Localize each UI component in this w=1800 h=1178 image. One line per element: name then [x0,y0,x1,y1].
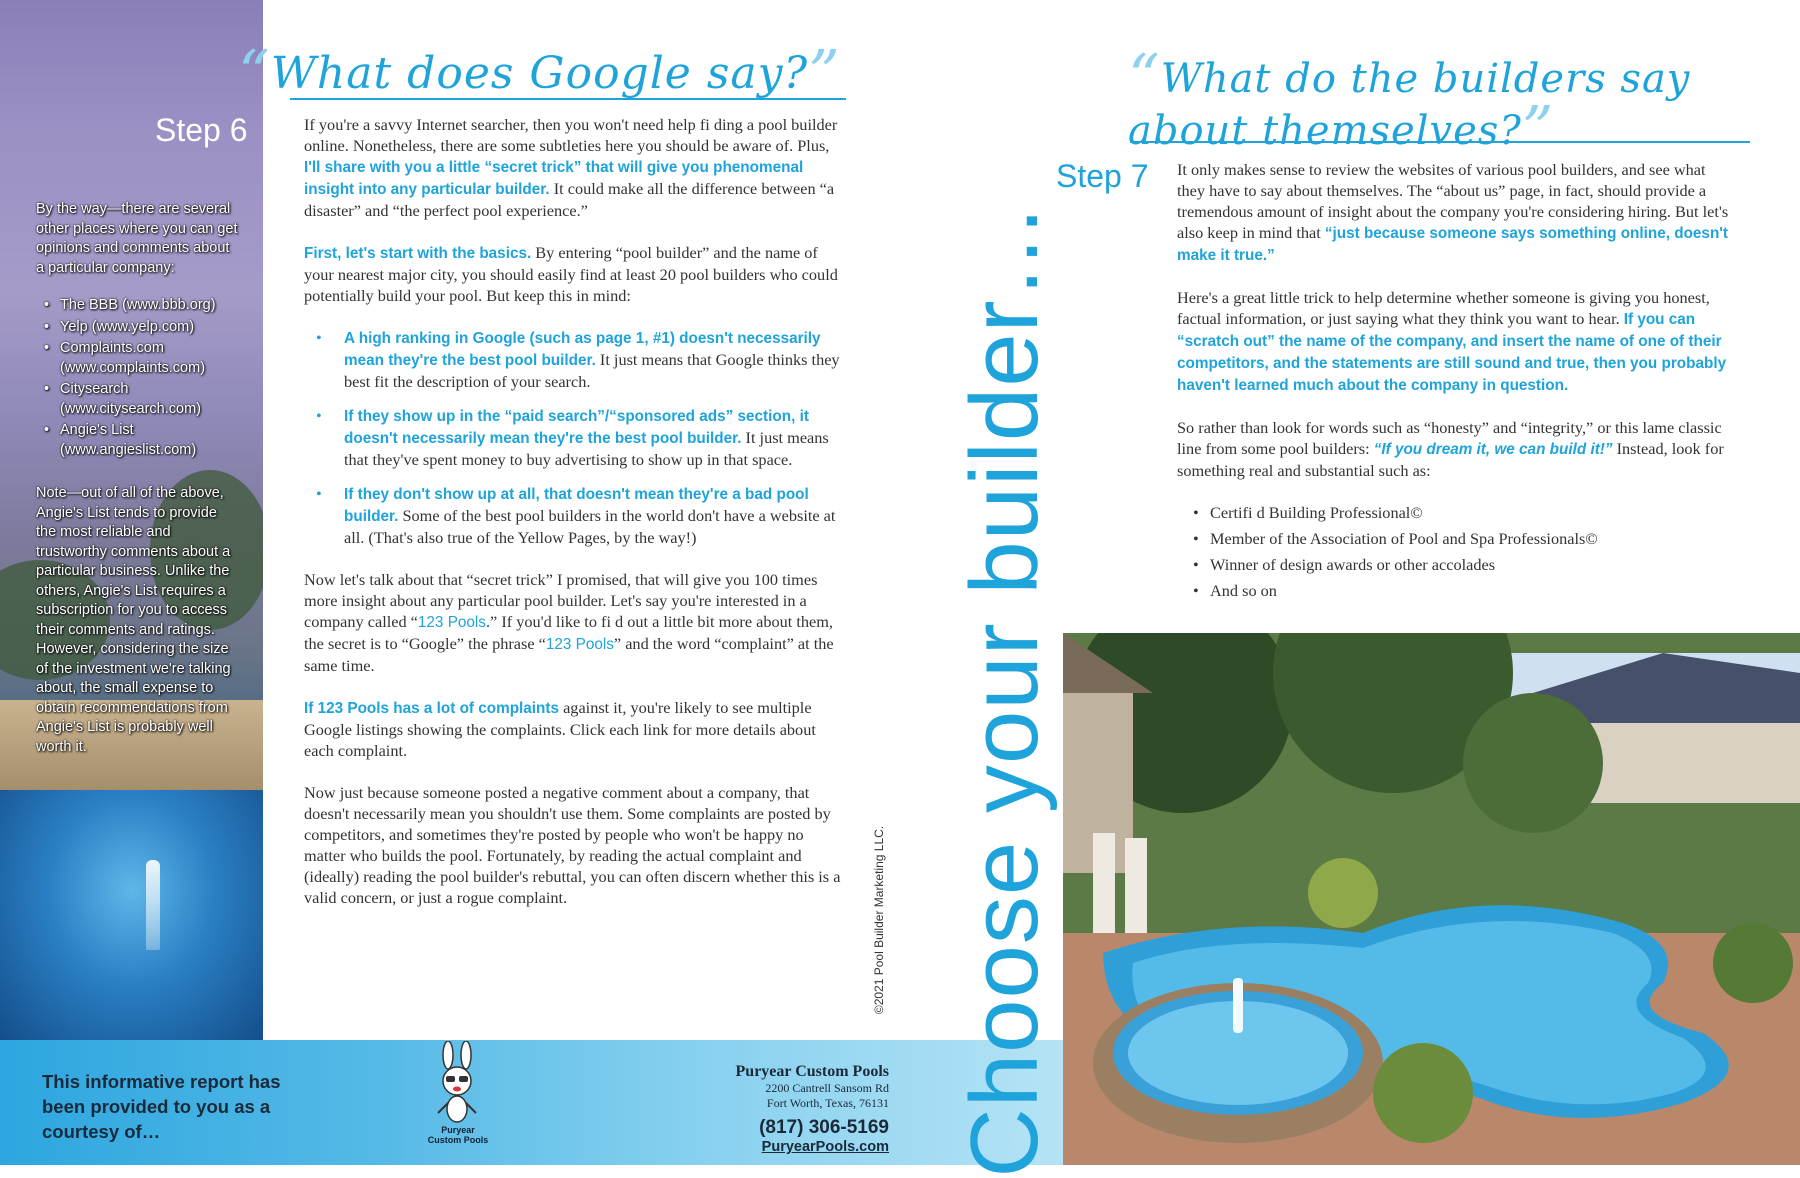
sidebar-intro-text: By the way—there are several other places where you can get opinions and comments about a particular company: [36,201,238,276]
google-tips-list [304,327,844,548]
paragraph: Now let's talk about that “secret trick” I promised, that will give you 100 times more insight about any particular pool builder. Let's say you're interested in a company called “123 Pools.” If you'd like to fi d out a little bit more about them, the secret is to “Google” the phrase “123 Pools” and the word “complaint” at the same time. [304,570,834,675]
phone-number[interactable]: (817) 306-5169 [759,1117,889,1138]
list-item: • Complaints.com (www.complaints.com) [44,339,244,378]
source-url: (www.citysearch.com) [60,400,201,417]
list-item: • And so on [1177,580,1737,601]
source-url: (www.complaints.com) [60,359,206,376]
google-section-body [304,114,844,929]
builders-section-body [1177,159,1737,606]
heading-rule [1130,141,1750,143]
list-item: • The BBB (www.bbb.org) [44,296,244,316]
company-name: Puryear Custom Pools [735,1063,889,1080]
copyright-text: ©2021 Pool Builder Marketing LLC. [872,825,886,1015]
list-item: • Winner of design awards or other accolades [1177,554,1737,575]
builders-section-heading: “What do the builders say about themselves?” [1128,40,1691,165]
source-url: (www.bbb.org) [122,297,216,313]
pool-photo [1063,633,1800,1165]
source-url: (www.angieslist.com) [60,441,197,458]
list-item: • Angie's List (www.angieslist.com) [44,421,244,460]
paragraph: First, let's start with the basics. By entering “pool builder” and the name of your nearest major city, you should easily find at least 20 pool builders who could potentially build your pool. But keep this in mind: [304,243,838,305]
courtesy-text: This informative report has been provided to you as a courtesy of… [42,1071,281,1142]
list-item: • If they don't show up at all, that doesn't mean they're a bad pool builder. Some of the best pool builders in the world don't have a website at all. (That's also true of the Yellow Pages, by the way!) [304,483,844,548]
company-contact [589,1063,889,1155]
fountain-image [146,860,160,950]
step-6-label: Step 6 [155,112,248,148]
google-section-heading: “What does Google say?” [238,36,841,109]
heading-rule [290,98,846,100]
list-item: • A high ranking in Google (such as page 1, #1) doesn't necessarily mean they're the best pool builder. It just means that Google thinks they best fit the description of your search. [304,327,844,392]
step-7-label: Step 7 [1056,158,1149,194]
paragraph: Here's a great little trick to help determine whether someone is giving you honest, factual information, or just saying what they think you want to hear. If you can “scratch out” the name of the company, and insert the name of one of their competitors, and the statements are still sound and true, then you probably haven't learned much about the company in question. [1177,288,1727,394]
pool-water-image [0,790,263,1040]
credentials-list [1177,502,1737,601]
paragraph: If you're a savvy Internet searcher, then you won't need help fi ding a pool builder online. Nonetheless, there are some subtleties here you should be aware of. Plus, I'll share with you a little “secret trick” that will give you phenomenal insight into any particular builder. It could make all the difference between “a disaster” and “the perfect pool experience.” [304,115,838,220]
address-line-1: 2200 Cantrell Sansom Rd [765,1081,889,1095]
page-title: Choose your builder… [951,202,1058,1178]
list-item: • Member of the Association of Pool and Spa Professionals© [1177,528,1737,549]
review-sources-list [44,296,244,462]
paragraph: It only makes sense to review the websites of various pool builders, and see what they have to say about themselves. The “about us” page, in fact, should provide a tremendous amount of insight about the company you're considering hiring. But let's also keep in mind that “just because someone says something online, doesn't make it true.” [1177,160,1729,264]
logo-text: Puryear Custom Pools [427,1125,489,1145]
list-item: • If they show up in the “paid search”/“sponsored ads” section, it doesn't necessarily mean they're the best pool builder. It just means that they've spent money to buy advertising to show up in that space. [304,405,844,470]
list-item: • Citysearch (www.citysearch.com) [44,380,244,419]
list-item: • Certifi d Building Professional© [1177,502,1737,523]
pool-photo-illustration [1063,633,1800,1165]
paragraph: If 123 Pools has a lot of complaints against it, you're likely to see multiple Google listings showing the complaints. Click each link for more details about each complaint. [304,698,816,760]
paragraph: Now just because someone posted a negative comment about a company, that doesn't necessarily mean you shouldn't use them. Some complaints are posted by competitors, and sometimes they're posted by people who won't be happy no matter who builds the pool. Fortunately, by reading the actual complaint and (ideally) reading the pool builder's rebuttal, you can often discern whether this is a valid concern, or just a rogue complaint. [304,783,841,907]
sidebar-note-text: Note—out of all of the above, Angie's List tends to provide the most reliable and trustworthy comments about a particular business. Unlike the others, Angie's List requires a subscription for you to access their comments and ratings. However, considering the size of the investment we're talking about, the small expense to obtain recommendations from Angie's List is probably well worth it. [36,485,231,755]
list-item: • Yelp (www.yelp.com) [44,318,244,338]
address-line-2: Fort Worth, Texas, 76131 [766,1096,889,1110]
paragraph: So rather than look for words such as “honesty” and “integrity,” or this lame classic line from some pool builders: “If you dream it, we can build it!” Instead, look for something real and substantial such as: [1177,418,1724,480]
source-url: (www.yelp.com) [91,318,195,335]
website-link[interactable]: PuryearPools.com [761,1139,889,1155]
